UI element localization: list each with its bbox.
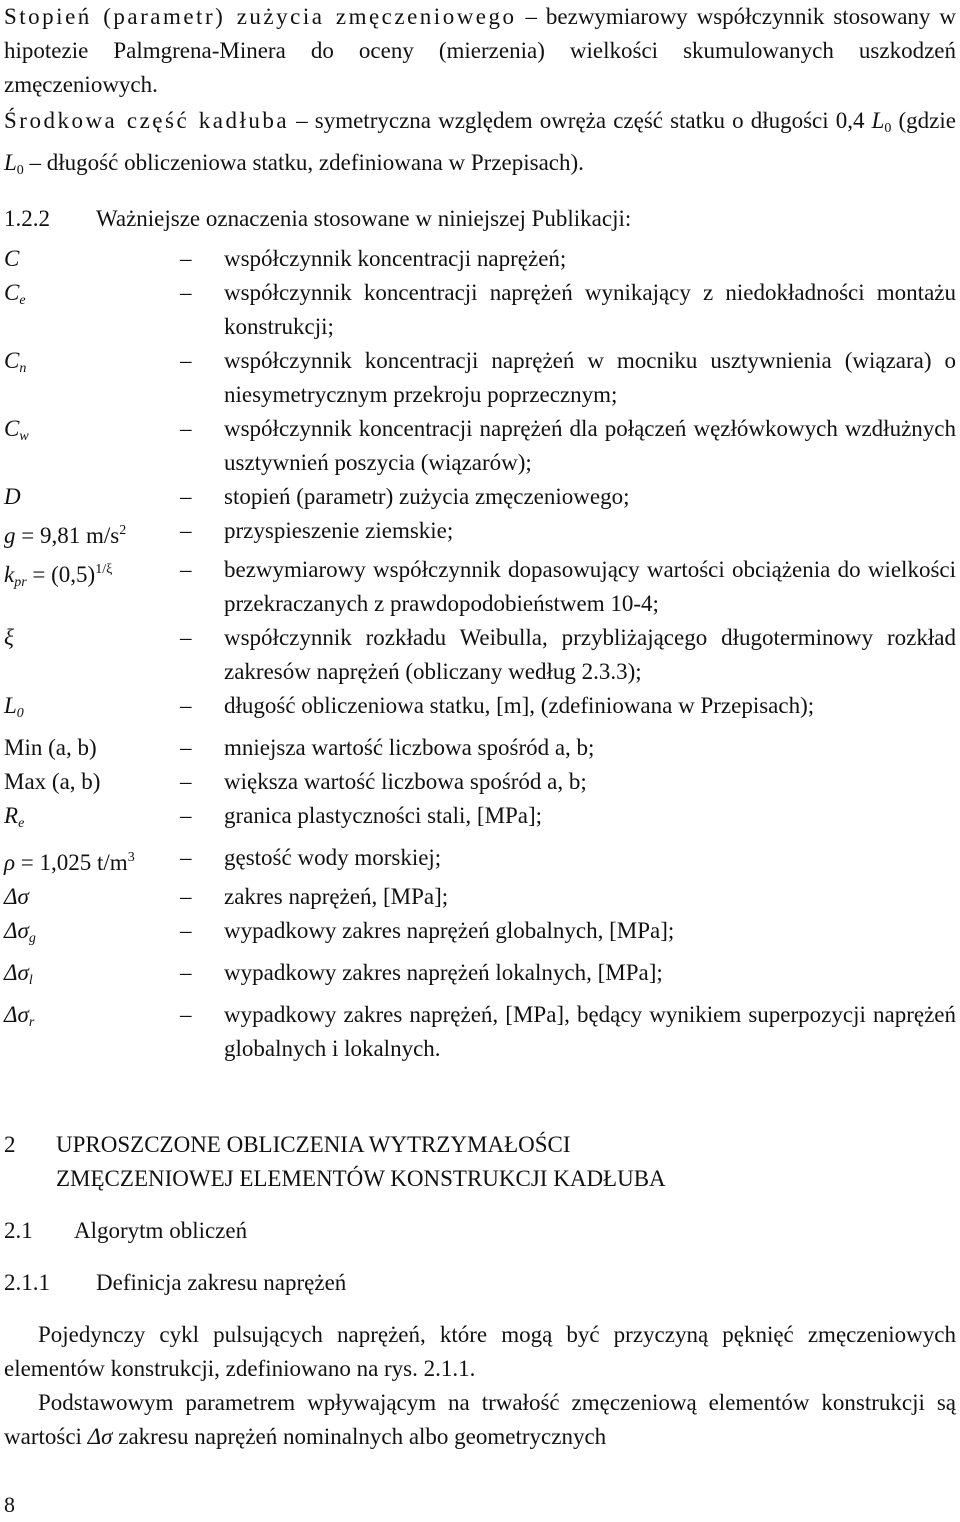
symbol-cell xyxy=(4,956,180,998)
symbol-description: przyspieszenie ziemskie; xyxy=(224,518,454,543)
symbol-description: mniejsza wartość liczbowa spośród a, b; xyxy=(224,735,595,760)
symbol-superscript: 1/ξ xyxy=(95,562,113,577)
symbol-cell xyxy=(4,276,180,344)
symbols-table xyxy=(4,242,956,1066)
dash-cell: – xyxy=(180,918,192,943)
symbol-description: współczynnik koncentracji naprężeń dla połączeń węzłówkowych wzdłużnych usztywnień poszycia (wiązarów); xyxy=(224,416,956,475)
symbol-subscript: e xyxy=(19,293,26,308)
symbol-main: ξ xyxy=(4,625,14,650)
dash-cell: – xyxy=(180,693,192,718)
dash-cell: – xyxy=(180,416,192,441)
symbol-main: Min (a, b) xyxy=(4,735,97,760)
symbol-row xyxy=(4,841,956,880)
symbol-description: współczynnik koncentracji naprężeń; xyxy=(224,246,567,271)
dash-cell: – xyxy=(180,884,192,909)
symbol-value: = 1,025 t/m xyxy=(15,850,128,875)
section-title: Ważniejsze oznaczenia stosowane w niniejszej Publikacji: xyxy=(96,206,632,231)
dash-cell: – xyxy=(180,803,192,828)
symbol-main: L xyxy=(4,693,17,718)
symbol-main: Max (a, b) xyxy=(4,769,101,794)
symbol-main: C xyxy=(4,416,20,441)
section-title: Algorytm obliczeń xyxy=(74,1218,248,1243)
symbol-main: C xyxy=(4,246,20,271)
chapter-title-line2: ZMĘCZENIOWEJ ELEMENTÓW KONSTRUKCJI KADŁUBA xyxy=(56,1166,666,1191)
dash-cell: – xyxy=(180,557,192,582)
symbol-row xyxy=(4,480,956,514)
symbol-cell xyxy=(4,412,180,480)
symbol-row xyxy=(4,731,956,765)
symbol-description: długość obliczeniowa statku, [m], (zdefiniowana w Przepisach); xyxy=(224,693,815,718)
section-2-1-1-heading xyxy=(4,1266,956,1300)
symbol-main: ρ xyxy=(4,850,16,875)
symbol-description: gęstość wody morskiej; xyxy=(224,845,442,870)
symbol-cell xyxy=(4,799,180,841)
body-paragraph-2-part2: zakresu naprężeń nominalnych albo geometrycznych xyxy=(112,1424,607,1449)
symbol-L: L xyxy=(871,108,885,133)
symbol-main: k xyxy=(4,562,15,587)
chapter-title-line1: UPROSZCZONE OBLICZENIA WYTRZYMAŁOŚCI xyxy=(56,1132,571,1157)
symbol-cell xyxy=(4,344,180,412)
symbol-superscript: 3 xyxy=(127,850,135,865)
symbol-cell xyxy=(4,880,180,914)
symbol-subscript: e xyxy=(18,816,25,831)
dash-cell: – xyxy=(180,769,192,794)
symbol-cell xyxy=(4,242,180,276)
symbol-description: wypadkowy zakres naprężeń, [MPa], będący wynikiem superpozycji naprężeń globalnych i lokalnych. xyxy=(224,1002,956,1061)
dash-cell: – xyxy=(180,845,192,870)
document-page xyxy=(4,0,956,1454)
symbol-L2-sub: 0 xyxy=(16,163,24,178)
symbol-row xyxy=(4,799,956,841)
symbol-row xyxy=(4,956,956,998)
symbol-row xyxy=(4,621,956,689)
symbol-main: g xyxy=(4,523,16,548)
symbols-table-body xyxy=(4,242,956,1066)
symbol-cell xyxy=(4,914,180,956)
body-paragraph-1: Pojedynczy cykl pulsujących naprężeń, które mogą być przyczyną pęknięć zmęczeniowych elementów konstrukcji, zdefiniowano na rys. 2.1.1. xyxy=(4,1322,956,1381)
symbol-description: wypadkowy zakres naprężeń globalnych, [MPa]; xyxy=(224,918,675,943)
symbol-main: Δσ xyxy=(4,960,29,985)
symbol-cell xyxy=(4,480,180,514)
chapter-number: 2 xyxy=(4,1132,16,1157)
symbol-row xyxy=(4,914,956,956)
symbol-description: bezwymiarowy współczynnik dopasowujący wartości obciążenia do wielkości przekraczanych z prawdopodobieństwem 10-4; xyxy=(224,557,956,616)
section-number: 2.1 xyxy=(4,1218,33,1243)
definition-stopien xyxy=(4,0,956,102)
symbol-delta-sigma: Δσ xyxy=(87,1424,113,1449)
symbol-description: zakres naprężeń, [MPa]; xyxy=(224,884,449,909)
def-srodkowa-part3: – długość obliczeniowa statku, zdefiniowana w Przepisach). xyxy=(23,150,584,175)
symbol-subscript: r xyxy=(28,1015,35,1030)
symbol-description: współczynnik koncentracji naprężeń w mocniku usztywnienia (wiązara) o niesymetrycznym przekroju poprzecznym; xyxy=(224,348,956,407)
body-paragraph-2-part1: Podstawowym parametrem wpływającym na trwałość zmęczeniową elementów konstrukcji są wartości xyxy=(4,1390,956,1449)
symbol-cell xyxy=(4,689,180,731)
symbol-row xyxy=(4,765,956,799)
symbol-main: C xyxy=(4,348,20,373)
term-srodkowa: Środkowa część kadłuba xyxy=(4,108,290,133)
section-1-2-2-heading xyxy=(4,202,956,236)
dash-cell: – xyxy=(180,625,192,650)
symbol-row xyxy=(4,242,956,276)
symbol-value: = 9,81 m/s xyxy=(15,523,120,548)
dash-cell: – xyxy=(180,960,192,985)
symbol-row xyxy=(4,998,956,1066)
chapter-2-heading xyxy=(4,1128,956,1196)
symbol-main: R xyxy=(4,803,19,828)
dash-cell: – xyxy=(180,348,192,373)
symbol-cell xyxy=(4,731,180,765)
symbol-main: D xyxy=(4,484,21,509)
def-srodkowa-part1: – symetryczna względem owręża część statku o długości 0,4 xyxy=(289,108,872,133)
symbol-row xyxy=(4,689,956,731)
symbol-description: współczynnik koncentracji naprężeń wynikający z niedokładności montażu konstrukcji; xyxy=(224,280,956,339)
def-stopien: – bezwymiarowy współczynnik stosowany w hipotezie Palmgrena-Minera do oceny (mierzenia) wielkości skumulowanych uszkodzeń zmęczeniowych. xyxy=(4,4,956,97)
section-2-1-heading xyxy=(4,1214,956,1248)
symbol-row xyxy=(4,514,956,553)
dash-cell: – xyxy=(180,484,192,509)
symbol-value: = (0,5) xyxy=(26,562,96,587)
symbol-subscript: w xyxy=(19,429,29,444)
symbol-subscript: pr xyxy=(14,575,27,590)
symbol-subscript: 0 xyxy=(16,706,24,721)
symbol-subscript: g xyxy=(28,931,36,946)
dash-cell: – xyxy=(180,735,192,760)
symbol-cell xyxy=(4,841,180,880)
symbol-row xyxy=(4,344,956,412)
symbol-superscript: 2 xyxy=(119,523,127,538)
symbol-L-sub: 0 xyxy=(884,121,892,136)
symbol-L2: L xyxy=(4,150,17,175)
symbol-row xyxy=(4,553,956,621)
symbol-subscript: l xyxy=(28,973,33,988)
symbol-row xyxy=(4,412,956,480)
section-number: 2.1.1 xyxy=(4,1270,50,1295)
symbol-cell xyxy=(4,553,180,621)
dash-cell: – xyxy=(180,246,192,271)
symbol-cell xyxy=(4,621,180,689)
symbol-main: Δσ xyxy=(4,918,29,943)
section-title: Definicja zakresu naprężeń xyxy=(96,1270,347,1295)
def-srodkowa-part2: (gdzie xyxy=(891,108,956,133)
page-number: 8 xyxy=(4,1492,15,1517)
term-stopien: Stopień (parametr) zużycia zmęczeniowego xyxy=(4,4,517,29)
definition-srodkowa xyxy=(4,104,956,188)
symbol-cell xyxy=(4,514,180,553)
symbol-row xyxy=(4,880,956,914)
symbol-description: stopień (parametr) zużycia zmęczeniowego; xyxy=(224,484,630,509)
symbol-main: C xyxy=(4,280,20,305)
symbol-subscript: n xyxy=(19,361,27,376)
symbol-cell xyxy=(4,765,180,799)
dash-cell: – xyxy=(180,518,192,543)
dash-cell: – xyxy=(180,280,192,305)
section-number: 1.2.2 xyxy=(4,206,50,231)
body-paragraph-2 xyxy=(4,1386,956,1454)
symbol-description: większa wartość liczbowa spośród a, b; xyxy=(224,769,587,794)
symbol-main: Δσ xyxy=(4,884,29,909)
symbol-description: współczynnik rozkładu Weibulla, przybliżającego długoterminowy rozkład zakresów naprężeń (obliczany według 2.3.3); xyxy=(224,625,956,684)
symbol-description: granica plastyczności stali, [MPa]; xyxy=(224,803,543,828)
symbol-main: Δσ xyxy=(4,1002,29,1027)
dash-cell: – xyxy=(180,1002,192,1027)
symbol-row xyxy=(4,276,956,344)
symbol-cell xyxy=(4,998,180,1066)
symbol-description: wypadkowy zakres naprężeń lokalnych, [MPa]; xyxy=(224,960,663,985)
